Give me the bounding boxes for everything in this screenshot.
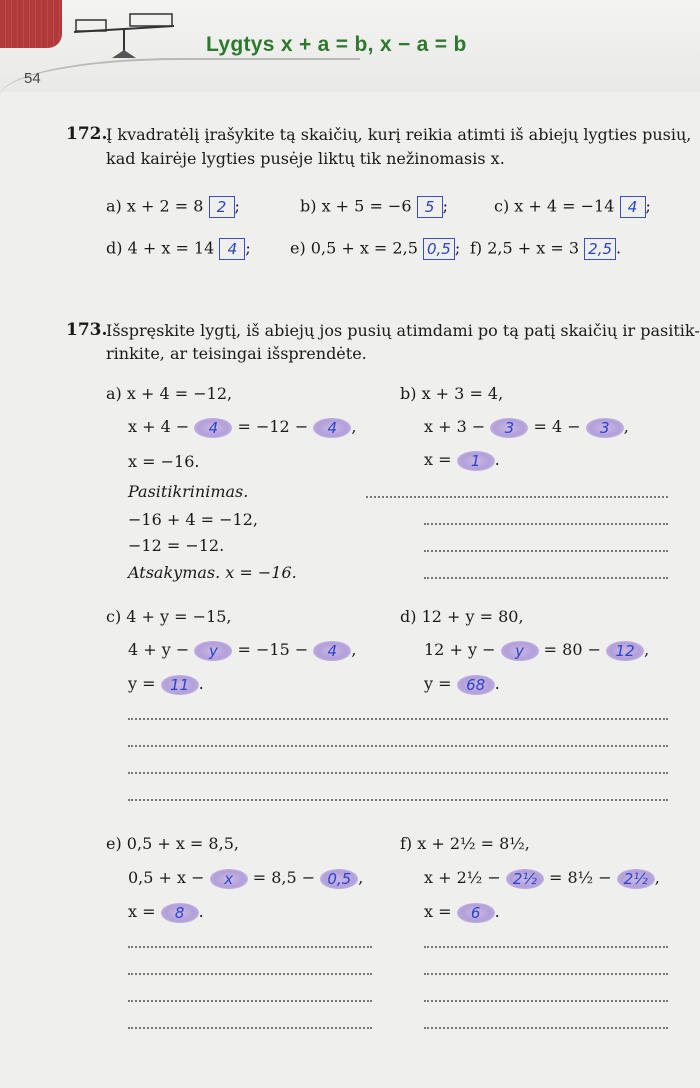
- answer-line[interactable]: [424, 1027, 668, 1029]
- ex172-item-c: c) x + 4 = −14 4 ;: [494, 196, 651, 216]
- handwritten-answer[interactable]: 2½: [617, 869, 655, 889]
- ex173-b-step: x + 3 − 3 = 4 − 3 ,: [424, 417, 629, 437]
- answer-line[interactable]: [424, 973, 668, 975]
- ex173-c-result: y = 11 .: [128, 674, 204, 694]
- ex173-f-equation: f) x + 2½ = 8½,: [400, 834, 530, 853]
- answer-line[interactable]: [424, 1000, 668, 1002]
- handwritten-answer[interactable]: 8: [161, 903, 199, 923]
- ex172-item-b: b) x + 5 = −6 5 ;: [300, 196, 448, 216]
- exercise-173-number: 173.: [66, 320, 108, 340]
- answer-line[interactable]: [128, 799, 668, 801]
- answer-line[interactable]: [424, 577, 668, 579]
- ex173-e-result: x = 8 .: [128, 902, 204, 922]
- handwritten-answer[interactable]: 4: [313, 418, 351, 438]
- answer-box[interactable]: 0,5: [423, 238, 455, 260]
- exercise-172-number: 172.: [66, 124, 108, 144]
- exercise-173-text-line1: Išspręskite lygtį, iš abiejų jos pusių atimdami po tą patį skaičių ir pasitik-: [106, 321, 700, 340]
- ex173-e-step: 0,5 + x − x = 8,5 − 0,5 ,: [128, 868, 364, 888]
- handwritten-answer[interactable]: 2½: [506, 869, 544, 889]
- handwritten-answer[interactable]: 3: [586, 418, 624, 438]
- ex173-e-equation: e) 0,5 + x = 8,5,: [106, 834, 239, 853]
- answer-line[interactable]: [128, 772, 668, 774]
- handwritten-answer[interactable]: 4: [313, 641, 351, 661]
- handwritten-answer[interactable]: 11: [161, 675, 199, 695]
- ex173-d-result: y = 68 .: [424, 674, 500, 694]
- handwritten-answer[interactable]: 68: [457, 675, 495, 695]
- balance-scale-icon: [64, 12, 184, 62]
- handwritten-answer[interactable]: x: [210, 869, 248, 889]
- ex173-c-equation: c) 4 + y = −15,: [106, 607, 232, 626]
- answer-line[interactable]: [128, 718, 668, 720]
- ex172-item-d: d) 4 + x = 14 4 ;: [106, 238, 251, 258]
- ex173-a-check-title: Pasitikrinimas.: [128, 482, 249, 501]
- ex173-a-equation: a) x + 4 = −12,: [106, 384, 233, 403]
- ex173-a-step: x + 4 − 4 = −12 − 4 ,: [128, 417, 357, 437]
- handwritten-answer[interactable]: y: [194, 641, 232, 661]
- handwritten-answer[interactable]: 3: [490, 418, 528, 438]
- ex173-f-result: x = 6 .: [424, 902, 500, 922]
- answer-line[interactable]: [128, 946, 372, 948]
- exercise-172-text-line2: kad kairėje lygties pusėje liktų tik nežinomasis x.: [106, 149, 505, 168]
- handwritten-answer[interactable]: 12: [606, 641, 644, 661]
- answer-box[interactable]: 4: [620, 196, 646, 218]
- ex173-b-equation: b) x + 3 = 4,: [400, 384, 504, 403]
- exercise-173-text-line2: rinkite, ar teisingai išsprendėte.: [106, 344, 367, 363]
- answer-line[interactable]: [424, 946, 668, 948]
- ex173-a-check1: −16 + 4 = −12,: [128, 510, 258, 529]
- header-decoration: [0, 0, 62, 48]
- handwritten-answer[interactable]: 1: [457, 451, 495, 471]
- answer-box[interactable]: 2,5: [584, 238, 616, 260]
- ex173-b-result: x = 1 .: [424, 450, 500, 470]
- answer-line[interactable]: [128, 1000, 372, 1002]
- ex173-d-equation: d) 12 + y = 80,: [400, 607, 524, 626]
- ex173-a-answer: Atsakymas. x = −16.: [128, 563, 297, 582]
- answer-line[interactable]: [424, 550, 668, 552]
- ex173-c-step: 4 + y − y = −15 − 4 ,: [128, 640, 357, 660]
- answer-line[interactable]: [424, 523, 668, 525]
- ex173-a-result: x = −16.: [128, 452, 200, 471]
- answer-line[interactable]: [366, 496, 668, 498]
- answer-box[interactable]: 4: [219, 238, 245, 260]
- answer-box[interactable]: 2: [209, 196, 235, 218]
- handwritten-answer[interactable]: 4: [194, 418, 232, 438]
- page-number: 54: [24, 70, 41, 87]
- handwritten-answer[interactable]: 6: [457, 903, 495, 923]
- answer-line[interactable]: [128, 973, 372, 975]
- answer-line[interactable]: [128, 1027, 372, 1029]
- ex173-f-step: x + 2½ − 2½ = 8½ − 2½ ,: [424, 868, 660, 888]
- ex172-item-f: f) 2,5 + x = 3 2,5 .: [470, 238, 622, 258]
- answer-line[interactable]: [128, 745, 668, 747]
- page-title: Lygtys x + a = b, x − a = b: [206, 33, 467, 56]
- answer-box[interactable]: 5: [417, 196, 443, 218]
- ex172-item-e: e) 0,5 + x = 2,5 0,5 ;: [290, 238, 461, 258]
- handwritten-answer[interactable]: 0,5: [320, 869, 358, 889]
- ex173-a-check2: −12 = −12.: [128, 536, 225, 555]
- exercise-172-text-line1: Į kvadratėlį įrašykite tą skaičių, kurį reikia atimti iš abiejų lygties pusių,: [106, 125, 692, 144]
- handwritten-answer[interactable]: y: [501, 641, 539, 661]
- ex173-d-step: 12 + y − y = 80 − 12 ,: [424, 640, 650, 660]
- ex172-item-a: a) x + 2 = 8 2 ;: [106, 196, 240, 216]
